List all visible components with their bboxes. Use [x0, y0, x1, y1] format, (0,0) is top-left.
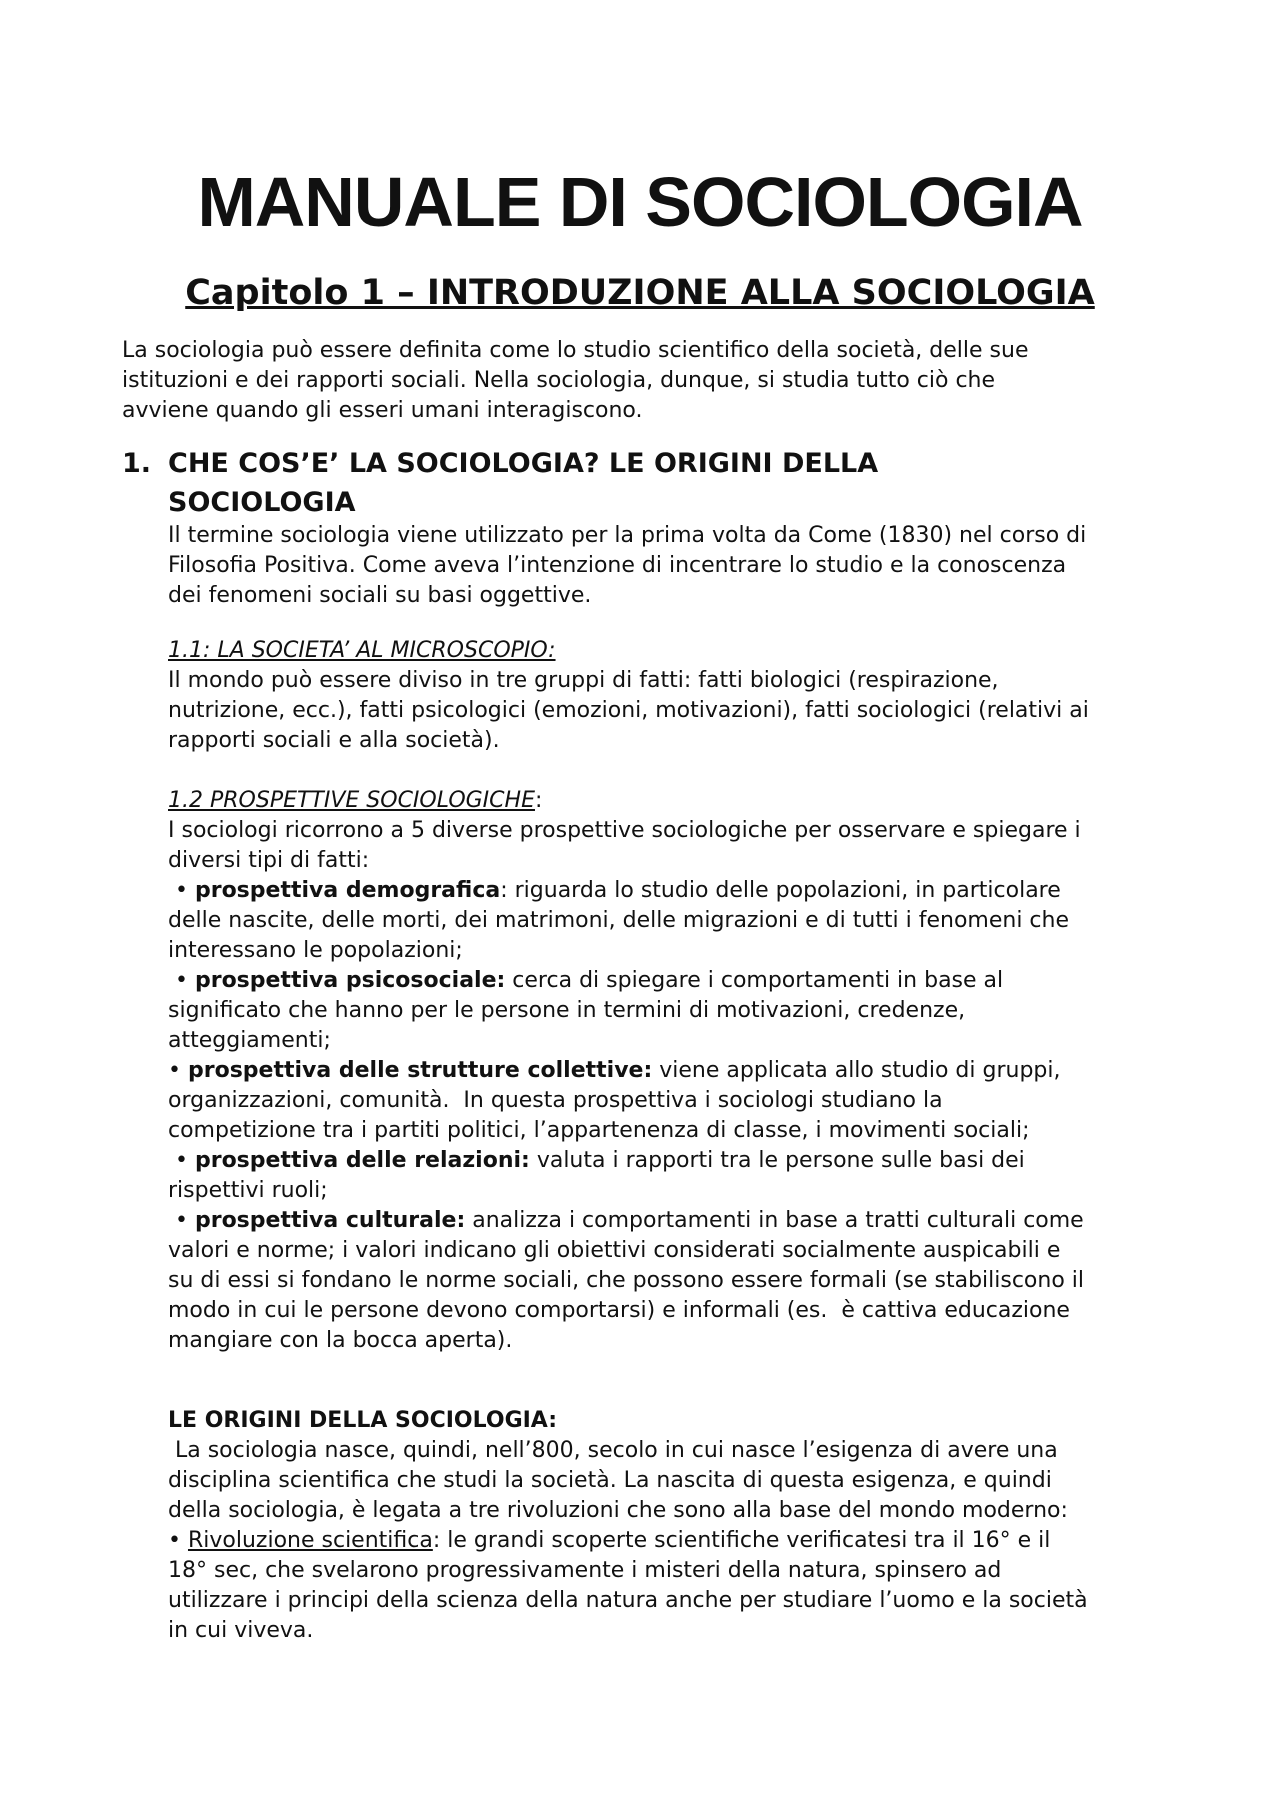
- body-line: diversi tipi di fatti:: [168, 848, 370, 873]
- bullet-item: [168, 966, 1178, 996]
- bullet-text: viene applicata allo studio di gruppi,: [652, 1058, 1061, 1083]
- bullet-marker: •: [168, 878, 195, 903]
- body-line: interessano le popolazioni;: [168, 938, 463, 963]
- section-1-body: [168, 521, 1178, 611]
- body-line: in cui viveva.: [168, 1618, 314, 1643]
- chapter-heading: Capitolo 1 – INTRODUZIONE ALLA SOCIOLOGIA: [185, 273, 1095, 313]
- body-line: competizione tra i partiti politici, l’appartenenza di classe, i movimenti sociali;: [168, 1118, 1030, 1143]
- body-line: su di essi si fondano le norme sociali, che possono essere formali (se stabiliscono il: [168, 1268, 1085, 1293]
- body-line: 18° sec, che svelarono progressivamente i misteri della natura, spinsero ad: [168, 1558, 1002, 1583]
- bullet-text: cerca di spiegare i comportamenti in base al: [505, 968, 1004, 993]
- bullet-term: Rivoluzione scientifica: [187, 1528, 433, 1553]
- bullet-marker: •: [168, 1058, 188, 1083]
- bullet-item: [168, 876, 1178, 906]
- body-line: utilizzare i principi della scienza della natura anche per studiare l’uomo e la società: [168, 1588, 1088, 1613]
- body-line: delle nascite, delle morti, dei matrimoni, delle migrazioni e di tutti i fenomeni che: [168, 908, 1070, 933]
- body-line: significato che hanno per le persone in termini di motivazioni, credenze,: [168, 998, 966, 1023]
- bullet-term: prospettiva psicosociale:: [194, 968, 506, 993]
- origins-section: [168, 1406, 1178, 1646]
- body-line: I sociologi ricorrono a 5 diverse prospettive sociologiche per osservare e spiegare i: [168, 818, 1081, 843]
- bullet-item: [168, 1146, 1178, 1176]
- bullet-item: [168, 1526, 1178, 1556]
- subsection-heading-suffix: :: [534, 788, 543, 813]
- bullet-text: : riguarda lo studio delle popolazioni, in particolare: [500, 878, 1061, 903]
- body-line: rispettivi ruoli;: [168, 1178, 328, 1203]
- bullet-marker: •: [168, 1208, 195, 1233]
- bullet-text: analizza i comportamenti in base a tratti culturali come: [465, 1208, 1084, 1233]
- body-line: dei fenomeni sociali su basi oggettive.: [168, 583, 592, 608]
- body-line: nutrizione, ecc.), fatti psicologici (emozioni, motivazioni), fatti sociologici (relativi ai: [168, 698, 1089, 723]
- subsection-heading: 1.2 PROSPETTIVE SOCIOLOGICHE: [168, 788, 535, 813]
- body-line: disciplina scientifica che studi la società. La nascita di questa esigenza, e quindi: [168, 1468, 1052, 1493]
- bullet-item: [168, 1056, 1178, 1086]
- section-heading-line: SOCIOLOGIA: [168, 487, 356, 518]
- section-heading-line: CHE COS’E’ LA SOCIOLOGIA? LE ORIGINI DELLA: [168, 448, 879, 479]
- subsection-1-2: [168, 786, 1178, 1356]
- bullet-term: prospettiva culturale:: [194, 1208, 466, 1233]
- bullet-marker: •: [168, 1528, 188, 1553]
- body-line: mangiare con la bocca aperta).: [168, 1328, 513, 1353]
- body-line: rapporti sociali e alla società).: [168, 728, 500, 753]
- section-number: 1.: [122, 448, 152, 479]
- body-line: valori e norme; i valori indicano gli obiettivi considerati socialmente auspicabili e: [168, 1238, 1061, 1263]
- body-line: organizzazioni, comunità. In questa prospettiva i sociologi studiano la: [168, 1088, 943, 1113]
- intro-line: La sociologia può essere definita come lo studio scientifico della società, delle sue: [122, 338, 1029, 363]
- bullet-term: prospettiva delle strutture collettive:: [187, 1058, 653, 1083]
- intro-line: istituzioni e dei rapporti sociali. Nella sociologia, dunque, si studia tutto ciò che: [122, 368, 996, 393]
- bullet-text: valuta i rapporti tra le persone sulle basi dei: [529, 1148, 1025, 1173]
- body-line: atteggiamenti;: [168, 1028, 331, 1053]
- body-line: Il termine sociologia viene utilizzato per la prima volta da Come (1830) nel corso di: [168, 523, 1087, 548]
- body-line: della sociologia, è legata a tre rivoluzioni che sono alla base del mondo moderno:: [168, 1498, 1068, 1523]
- bullet-item: [168, 1206, 1178, 1236]
- bullet-term: prospettiva demografica: [194, 878, 501, 903]
- bullet-marker: •: [168, 968, 195, 993]
- body-line: Il mondo può essere diviso in tre gruppi di fatti: fatti biologici (respirazione,: [168, 668, 999, 693]
- document-title: MANUALE DI SOCIOLOGIA: [197, 163, 1083, 241]
- origins-heading: LE ORIGINI DELLA SOCIOLOGIA:: [168, 1408, 558, 1433]
- bullet-marker: •: [168, 1148, 195, 1173]
- intro-paragraph: [122, 336, 1162, 426]
- bullet-term: prospettiva delle relazioni:: [194, 1148, 530, 1173]
- body-line: modo in cui le persone devono comportarsi) e informali (es. è cattiva educazione: [168, 1298, 1070, 1323]
- subsection-heading: 1.1: LA SOCIETA’ AL MICROSCOPIO:: [168, 638, 556, 663]
- bullet-text: : le grandi scoperte scientifiche verificatesi tra il 16° e il: [432, 1528, 1051, 1553]
- subsection-1-1: [168, 636, 1178, 756]
- section-1-heading: [122, 444, 1182, 522]
- body-line: Filosofia Positiva. Come aveva l’intenzione di incentrare lo studio e la conoscenza: [168, 553, 1067, 578]
- body-line: La sociologia nasce, quindi, nell’800, secolo in cui nasce l’esigenza di avere una: [168, 1438, 1058, 1463]
- intro-line: avviene quando gli esseri umani interagiscono.: [122, 398, 643, 423]
